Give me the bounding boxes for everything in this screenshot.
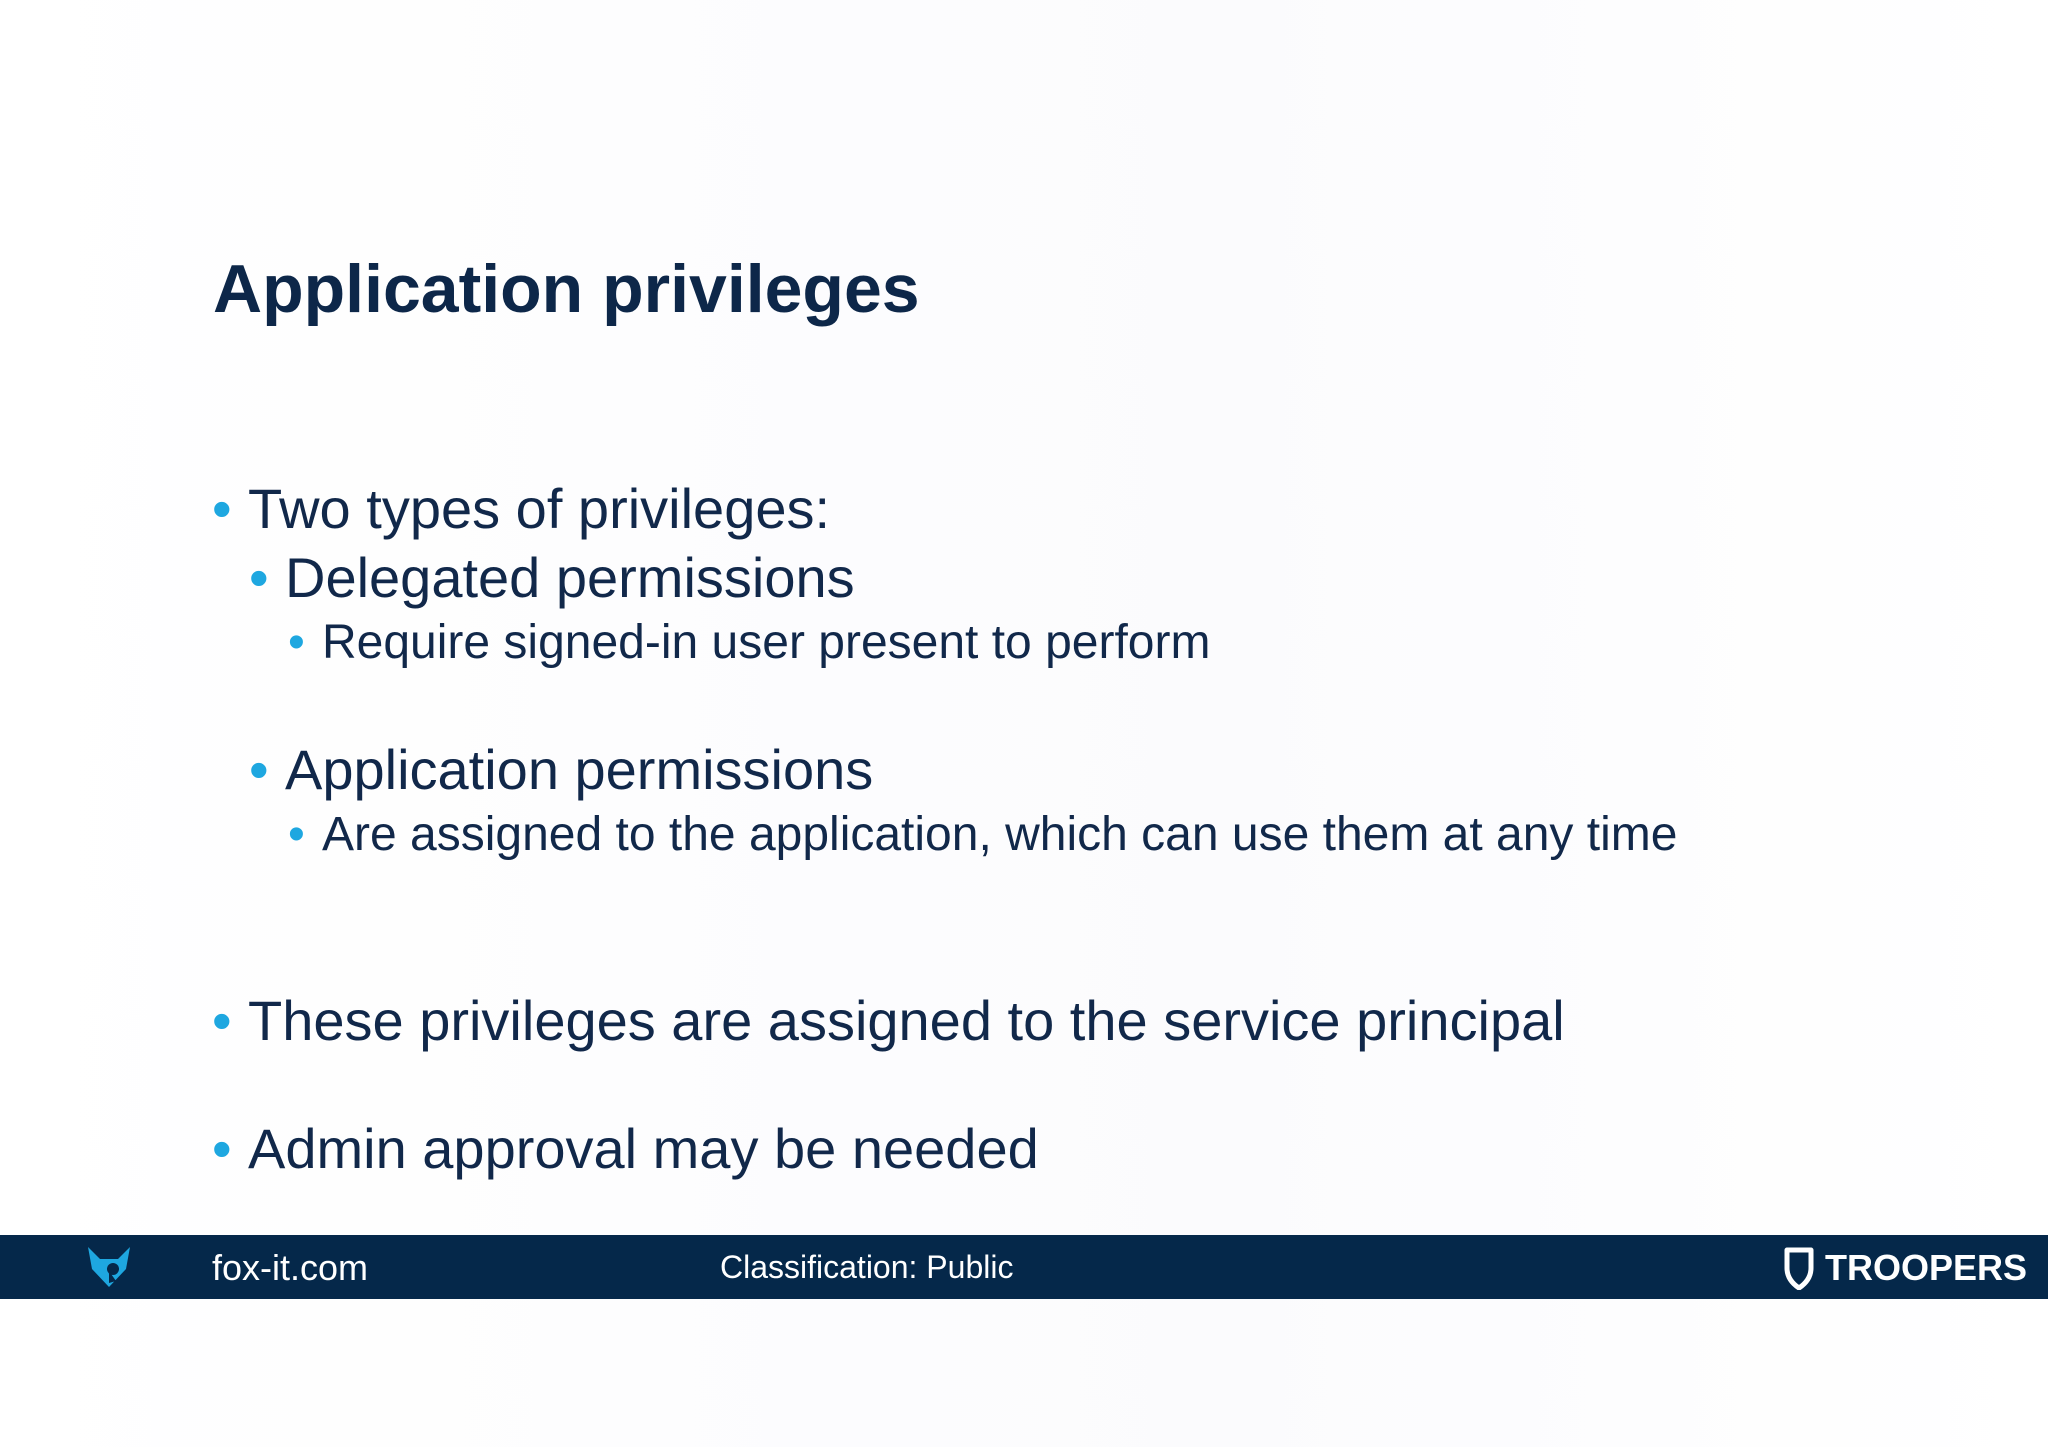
classification-label: Classification: Public	[720, 1249, 1014, 1285]
bullet-item	[212, 1116, 1039, 1181]
bullet-text: Application permissions	[285, 738, 874, 801]
shield-icon	[1783, 1246, 1815, 1290]
bullet-glyph: •	[249, 546, 269, 609]
bullet-glyph: •	[288, 616, 305, 669]
bullet-item	[288, 807, 1678, 862]
bullet-text: These privileges are assigned to the service principal	[248, 989, 1565, 1052]
slide-title: Application privileges	[213, 251, 920, 327]
site-url: fox-it.com	[212, 1247, 369, 1288]
bullet-text: Are assigned to the application, which can use them at any time	[322, 808, 1678, 861]
troopers-logo	[1783, 1246, 2027, 1290]
bullet-text: Require signed-in user present to perform	[322, 616, 1211, 669]
bullet-text: Delegated permissions	[285, 546, 855, 609]
bullet-item	[212, 476, 831, 541]
bullet-glyph: •	[249, 738, 269, 801]
bullet-glyph: •	[288, 808, 305, 861]
fox-head-icon	[86, 1245, 132, 1289]
bullet-item	[212, 988, 1565, 1053]
bullet-item	[249, 545, 855, 610]
bullet-item	[249, 737, 874, 802]
bullet-glyph: •	[212, 1117, 232, 1180]
troopers-wordmark: TROOPERS	[1824, 1247, 2027, 1288]
footer-bar	[0, 1235, 2048, 1299]
bullet-text: Two types of privileges:	[248, 477, 831, 540]
bullet-item	[288, 615, 1211, 670]
bullet-text: Admin approval may be needed	[248, 1117, 1039, 1180]
bullet-glyph: •	[212, 989, 232, 1052]
bullet-glyph: •	[212, 477, 232, 540]
